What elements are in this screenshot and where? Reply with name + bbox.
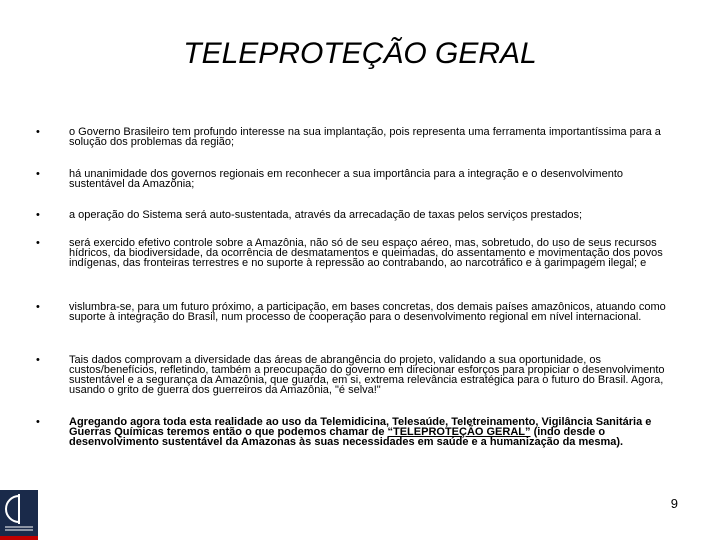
bullet-marker: • (36, 168, 40, 180)
bullet-text: a operação do Sistema será auto-sustentada, através da arrecadação de taxas pelos serviços prestados; (69, 209, 583, 221)
bullet-text-highlight: “TELEPROTEÇÃO GERAL” (387, 426, 531, 438)
bullet-text: o Governo Brasileiro tem profundo interesse na sua implantação, pois representa uma ferramenta importantíssima para a solução dos problemas da região; (69, 126, 661, 148)
bullet-text: há unanimidade dos governos regionais em reconhecer a sua importância para a integração e o desenvolvimento sustentável da Amazônia; (69, 168, 624, 190)
bullet-text: Tais dados comprovam a diversidade das áreas de abrangência do projeto, validando a sua oportunidade, os custos/benefícios, refletindo, também a preocupação do governo em direcionar esforços para propiciar o desenvolvimento sustentável e a segurança da Amazônia, que guarda, em si, extrema relevância estratégica para o futuro do Brasil. Agora, usando o grito de guerra dos guerreiros da Amazônia, "é selva!" (69, 354, 665, 396)
bullet-marker: • (36, 209, 40, 221)
bullet-marker: • (36, 237, 40, 249)
bullet-text: vislumbra-se, para um futuro próximo, a participação, em bases concretas, dos demais países amazônicos, atuando como suporte à integração do Brasil, num processo de cooperação para o desenvolvimento regional em nível internacional. (69, 301, 666, 323)
bullet-text-lead: Agregando agora toda esta realidade ao uso da Telemidicina, Telesaúde, Teletreinamento, Vigilância Sanitária e Guerras Químicas teremos então o que podemos chamar de (69, 416, 652, 438)
bullet-text-bold (69, 417, 681, 447)
bullet-marker: • (36, 354, 40, 366)
institution-logo-icon (0, 490, 38, 540)
bullet-marker: • (36, 126, 40, 138)
page-number: 9 (670, 496, 678, 511)
bullet-text: será exercido efetivo controle sobre a Amazônia, não só de seu espaço aéreo, mas, sobretudo, do uso de seus recursos hídricos, da biodiversidade, da ocorrência de desmatamentos e queimadas, do assentamento e movimentação dos povos indígenas, das fronteiras terrestres e no suporte à repressão ao contrabando, ao narcotráfico e à garimpagem ilegal; e (69, 237, 663, 269)
bullet-text-tail: (indo desde o desenvolvimento sustentável da Amazonas às suas necessidades em saúde e a humanização da mesma). (69, 426, 624, 448)
slide-title: TELEPROTEÇÃO GERAL (183, 37, 537, 70)
bullet-marker: • (36, 416, 40, 428)
bullet-marker: • (36, 301, 40, 313)
